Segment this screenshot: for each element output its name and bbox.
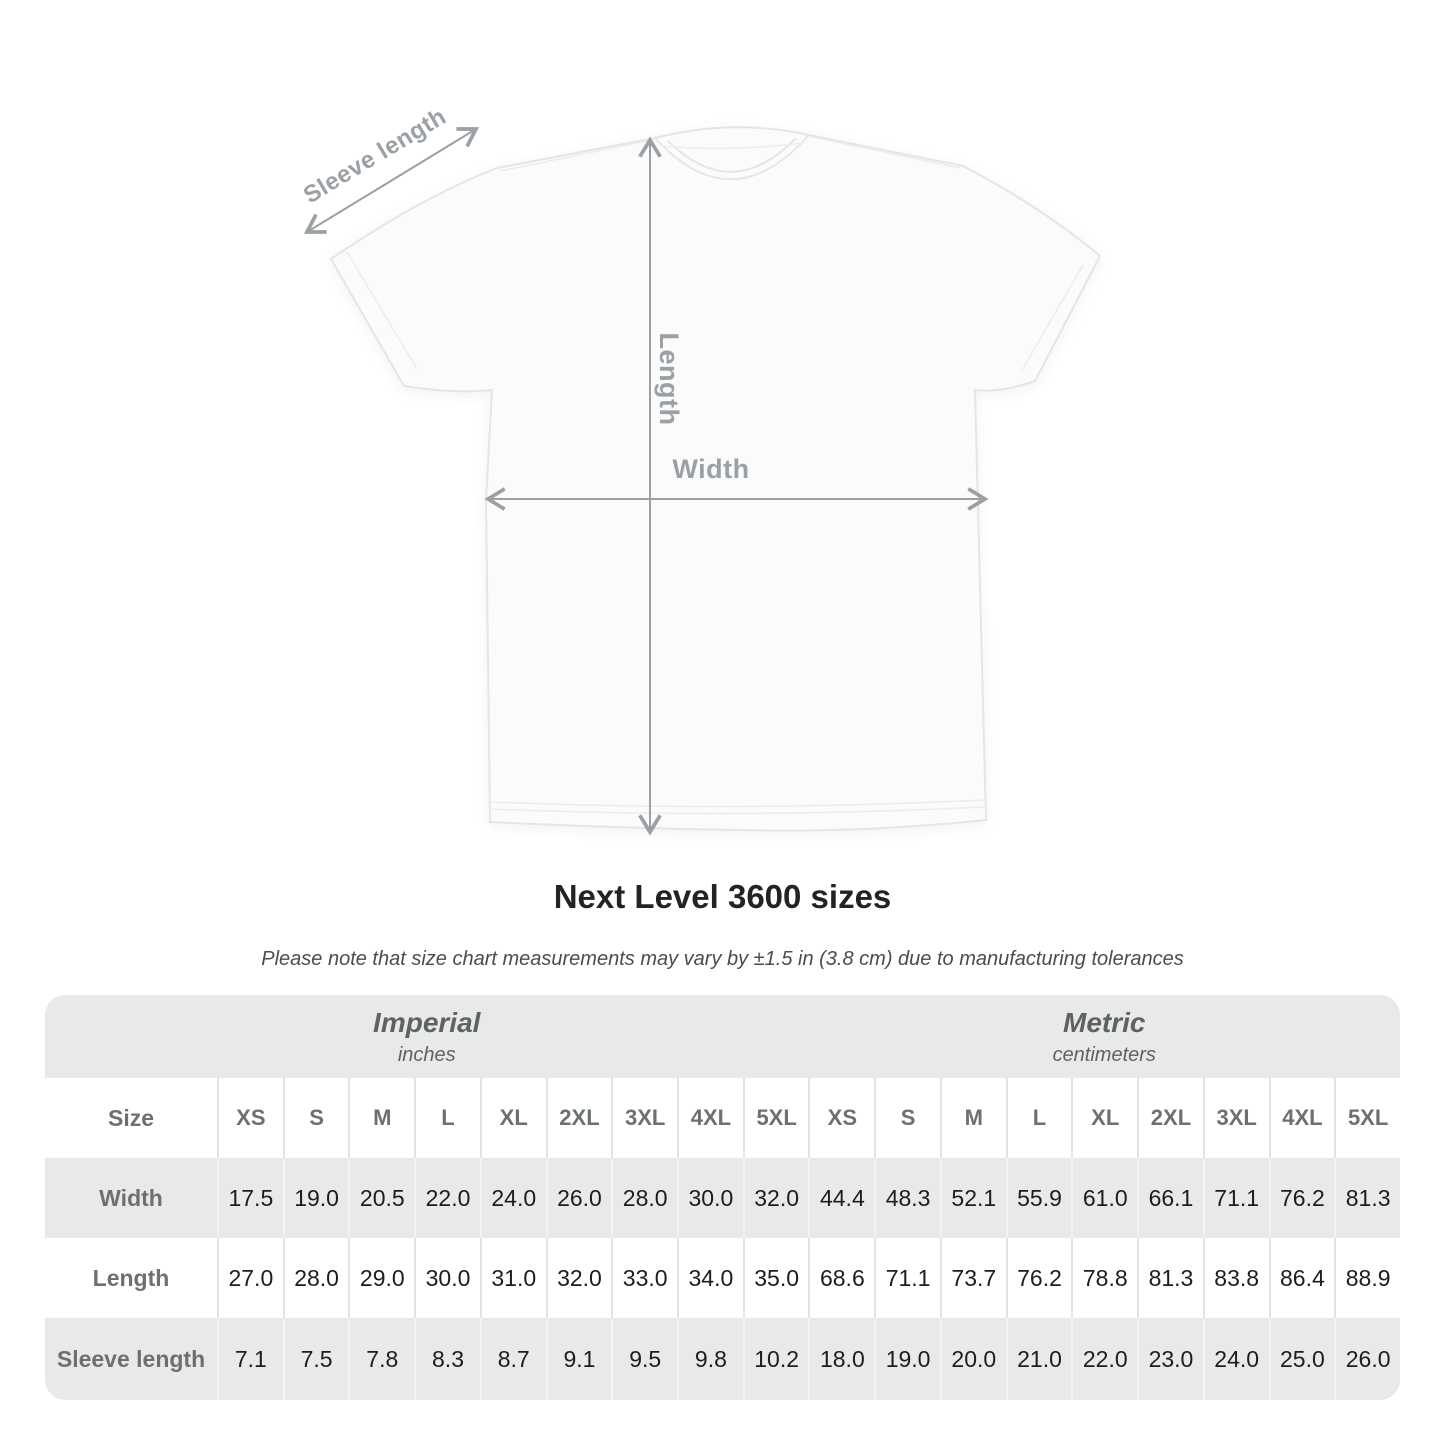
- size-col-imperial-m: M: [348, 1078, 414, 1158]
- width-imperial-s: 19.0: [283, 1158, 349, 1238]
- width-imperial-xs: 17.5: [217, 1158, 283, 1238]
- unit-group-header-row: [45, 995, 1400, 1078]
- length-metric-2xl: 81.3: [1137, 1238, 1203, 1318]
- sleeve-imperial-xl: 8.7: [480, 1318, 546, 1400]
- width-metric-2xl: 66.1: [1137, 1158, 1203, 1238]
- length-metric-m: 73.7: [940, 1238, 1006, 1318]
- length-row-label: Length: [92, 1264, 170, 1291]
- width-imperial-4xl: 30.0: [677, 1158, 743, 1238]
- sleeve-metric-4xl: 25.0: [1269, 1318, 1335, 1400]
- sleeve-row-label: Sleeve length: [56, 1345, 206, 1372]
- width-metric-4xl: 76.2: [1269, 1158, 1335, 1238]
- width-imperial-l: 22.0: [414, 1158, 480, 1238]
- sleeve-imperial-m: 7.8: [348, 1318, 414, 1400]
- length-imperial-4xl: 34.0: [677, 1238, 743, 1318]
- imperial-group-unit: inches: [397, 1043, 456, 1066]
- sleeve-imperial-5xl: 10.2: [743, 1318, 809, 1400]
- size-col-imperial-s: S: [283, 1078, 349, 1158]
- length-imperial-l: 30.0: [414, 1238, 480, 1318]
- sleeve-length-label: Sleeve length: [298, 102, 452, 210]
- length-metric-l: 76.2: [1006, 1238, 1072, 1318]
- width-metric-5xl: 81.3: [1334, 1158, 1400, 1238]
- length-metric-xl: 78.8: [1071, 1238, 1137, 1318]
- size-row-label: Size: [107, 1104, 155, 1131]
- size-col-metric-xl: XL: [1071, 1078, 1137, 1158]
- size-table: [45, 995, 1400, 1400]
- length-metric-5xl: 88.9: [1334, 1238, 1400, 1318]
- size-col-metric-xs: XS: [808, 1078, 874, 1158]
- length-imperial-2xl: 32.0: [546, 1238, 612, 1318]
- size-col-metric-2xl: 2XL: [1137, 1078, 1203, 1158]
- width-row: [45, 1158, 1400, 1238]
- size-col-imperial-xl: XL: [480, 1078, 546, 1158]
- metric-group-header: [809, 995, 1401, 1078]
- length-imperial-s: 28.0: [283, 1238, 349, 1318]
- length-imperial-xs: 27.0: [217, 1238, 283, 1318]
- length-imperial-5xl: 35.0: [743, 1238, 809, 1318]
- length-row: [45, 1238, 1400, 1318]
- sleeve-metric-m: 20.0: [940, 1318, 1006, 1400]
- length-metric-4xl: 86.4: [1269, 1238, 1335, 1318]
- metric-group-name: Metric: [1063, 1006, 1146, 1038]
- length-label: Length: [654, 332, 684, 426]
- size-col-metric-s: S: [874, 1078, 940, 1158]
- sleeve-length-row: [45, 1318, 1400, 1400]
- width-row-label: Width: [99, 1184, 163, 1211]
- length-imperial-3xl: 33.0: [611, 1238, 677, 1318]
- sleeve-metric-3xl: 24.0: [1203, 1318, 1269, 1400]
- width-imperial-3xl: 28.0: [611, 1158, 677, 1238]
- imperial-group-header: [45, 995, 809, 1078]
- metric-group-unit: centimeters: [1052, 1043, 1156, 1066]
- size-col-metric-4xl: 4XL: [1269, 1078, 1335, 1158]
- width-metric-m: 52.1: [940, 1158, 1006, 1238]
- sleeve-imperial-2xl: 9.1: [546, 1318, 612, 1400]
- width-metric-l: 55.9: [1006, 1158, 1072, 1238]
- sleeve-imperial-l: 8.3: [414, 1318, 480, 1400]
- size-col-metric-l: L: [1006, 1078, 1072, 1158]
- length-imperial-xl: 31.0: [480, 1238, 546, 1318]
- width-imperial-5xl: 32.0: [743, 1158, 809, 1238]
- sleeve-metric-l: 21.0: [1006, 1318, 1072, 1400]
- size-col-metric-5xl: 5XL: [1334, 1078, 1400, 1158]
- sleeve-metric-s: 19.0: [874, 1318, 940, 1400]
- size-col-imperial-5xl: 5XL: [743, 1078, 809, 1158]
- width-imperial-m: 20.5: [348, 1158, 414, 1238]
- width-label: Width: [672, 454, 750, 484]
- sleeve-imperial-3xl: 9.5: [611, 1318, 677, 1400]
- sleeve-metric-xl: 22.0: [1071, 1318, 1137, 1400]
- sleeve-metric-2xl: 23.0: [1137, 1318, 1203, 1400]
- size-col-metric-m: M: [940, 1078, 1006, 1158]
- size-col-imperial-4xl: 4XL: [677, 1078, 743, 1158]
- sleeve-imperial-4xl: 9.8: [677, 1318, 743, 1400]
- width-imperial-xl: 24.0: [480, 1158, 546, 1238]
- width-metric-xs: 44.4: [808, 1158, 874, 1238]
- imperial-group-name: Imperial: [373, 1006, 481, 1038]
- size-col-imperial-3xl: 3XL: [611, 1078, 677, 1158]
- size-col-imperial-xs: XS: [217, 1078, 283, 1158]
- sleeve-imperial-xs: 7.1: [217, 1318, 283, 1400]
- size-col-metric-3xl: 3XL: [1203, 1078, 1269, 1158]
- width-metric-s: 48.3: [874, 1158, 940, 1238]
- size-col-imperial-l: L: [414, 1078, 480, 1158]
- length-metric-s: 71.1: [874, 1238, 940, 1318]
- length-metric-3xl: 83.8: [1203, 1238, 1269, 1318]
- sleeve-imperial-s: 7.5: [283, 1318, 349, 1400]
- size-col-imperial-2xl: 2XL: [546, 1078, 612, 1158]
- length-imperial-m: 29.0: [348, 1238, 414, 1318]
- sleeve-metric-xs: 18.0: [808, 1318, 874, 1400]
- sleeve-metric-5xl: 26.0: [1334, 1318, 1400, 1400]
- width-imperial-2xl: 26.0: [546, 1158, 612, 1238]
- width-metric-3xl: 71.1: [1203, 1158, 1269, 1238]
- size-header-row: [45, 1078, 1400, 1158]
- tolerance-note: Please note that size chart measurements may vary by ±1.5 in (3.8 cm) due to manufacturing tolerances: [261, 948, 1184, 970]
- width-metric-xl: 61.0: [1071, 1158, 1137, 1238]
- page-title: Next Level 3600 sizes: [553, 878, 892, 915]
- length-metric-xs: 68.6: [808, 1238, 874, 1318]
